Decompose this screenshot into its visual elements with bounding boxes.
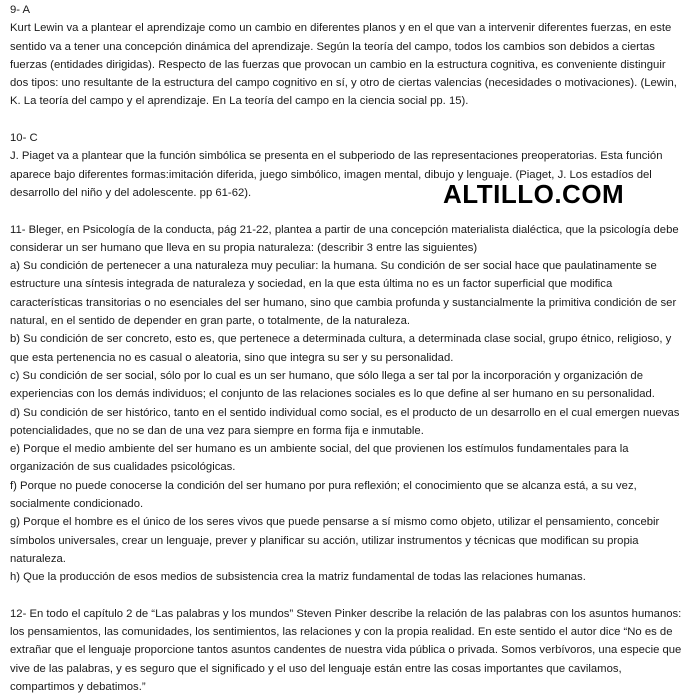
- spacer: [10, 587, 686, 605]
- answer-10-header: 10- C: [10, 132, 38, 145]
- answer-10-text: J. Piaget va a plantear que la función simbólica se presenta en el subperiodo de las representaciones preoperatorias. Esta función aparece bajo diferentes formas:imitación diferida, juego simbólico, imagen mental, dibujo y lenguaje. (Piaget, J. Los estadíos del desarrollo del niño y del adolescente. pp 61-62).: [10, 150, 663, 199]
- answer-11-item-d: d) Su condición de ser histórico, tanto en el sentido individual como social, es el producto de un desarrollo en el cual emergen nuevas potencialidades, que no se dan de una vez para siempre en forma fija e inmutable.: [10, 406, 680, 437]
- answer-11-item-c: c) Su condición de ser social, sólo por lo cual es un ser humano, que sólo llega a ser tal por la incorporación y organización de experiencias con los demás individuos; el conjunto de las relaciones sociales es lo que define al ser humano en su personalidad.: [10, 369, 655, 401]
- answer-11-intro: 11- Bleger, en Psicología de la conducta, pág 21-22, plantea a partir de una concepción materialista dialéctica, que la psicología debe considerar un ser humano que lleva en su propia naturaleza: (describir 3 entre las siguientes): [10, 223, 679, 254]
- spacer: [10, 111, 686, 129]
- document-body: [10, 1, 686, 696]
- watermark-logo: ALTILLO.COM: [443, 179, 625, 209]
- answer-11-item-b: b) Su condición de ser concreto, esto es, que pertenece a determinada cultura, a determinada clase social, grupo étnico, religioso, y que esta pertenencia no es casual o aleatoria, sino que integra su ser y su personalidad.: [10, 333, 672, 364]
- answer-12-text: 12- En todo el capítulo 2 de “Las palabras y los mundos” Steven Pinker describe la relación de las palabras con los asuntos humanos: los pensamientos, las comunidades, los sentimientos, las relaciones y con la propia realidad. En este sentido el autor dice “No es de extrañar que el lenguaje proporcione tantos asuntos candentes de nuestra vida pública o privada. Somos verbívoros, una especie que vive de las palabras, y es seguro que el significado y el uso del lenguaje están entre las cosas importantes que cavilamos, compartimos y debatimos.”: [10, 607, 682, 693]
- answer-11-item-e: e) Porque el medio ambiente del ser humano es un ambiente social, del que provienen los estímulos fundamentales para la organización de sus cualidades psicológicas.: [10, 443, 629, 474]
- answer-11-item-h: h) Que la producción de esos medios de subsistencia crea la matriz fundamental de todas las relaciones humanas.: [10, 571, 586, 584]
- answer-9-text: Kurt Lewin va a plantear el aprendizaje como un cambio en diferentes planos y en el que van a intervenir diferentes fuerzas, en este sentido va a tener una concepción dinámica del aprendizaje. Según la teoría del campo, todos los cambios son debidos a ciertas fuerzas (entidades dirigidas). Respecto de las fuerzas que provocan un cambio en la estructura cognitiva, es conveniente distinguir dos tipos: uno resultante de la estructura del campo cognitivo en sí, y otro de ciertas valencias (necesidades o motivaciones). (Lewin, K. La teoría del campo y el aprendizaje. En La teoría del campo en la ciencia social pp. 15).: [10, 22, 677, 108]
- answer-9-header: 9- A: [10, 4, 31, 16]
- answer-11-item-a: a) Su condición de pertenecer a una naturaleza muy peculiar: la humana. Su condición de ser social hace que paulatinamente se estructure una síntesis integrada de naturaleza y sociedad, en la que esta última no es un factor superficial que modifica características transitorias o no esenciales del ser humano, sino que cambia profunda y sustancialmente la primitiva condición de ser natural, en el sentido de depender en gran parte, o totalmente, de la naturaleza.: [10, 260, 677, 328]
- answer-11-item-f: f) Porque no puede conocerse la condición del ser humano por pura reflexión; el conocimiento que se alcanza está, a su vez, socialmente condicionado.: [10, 479, 637, 511]
- answer-11-item-g: g) Porque el hombre es el único de los seres vivos que puede pensarse a sí mismo como objeto, utilizar el pensamiento, concebir símbolos universales, crear un lenguaje, prever y planificar su acción, utilizar instrumentos y técnicas que modifican su propia naturaleza.: [10, 516, 660, 565]
